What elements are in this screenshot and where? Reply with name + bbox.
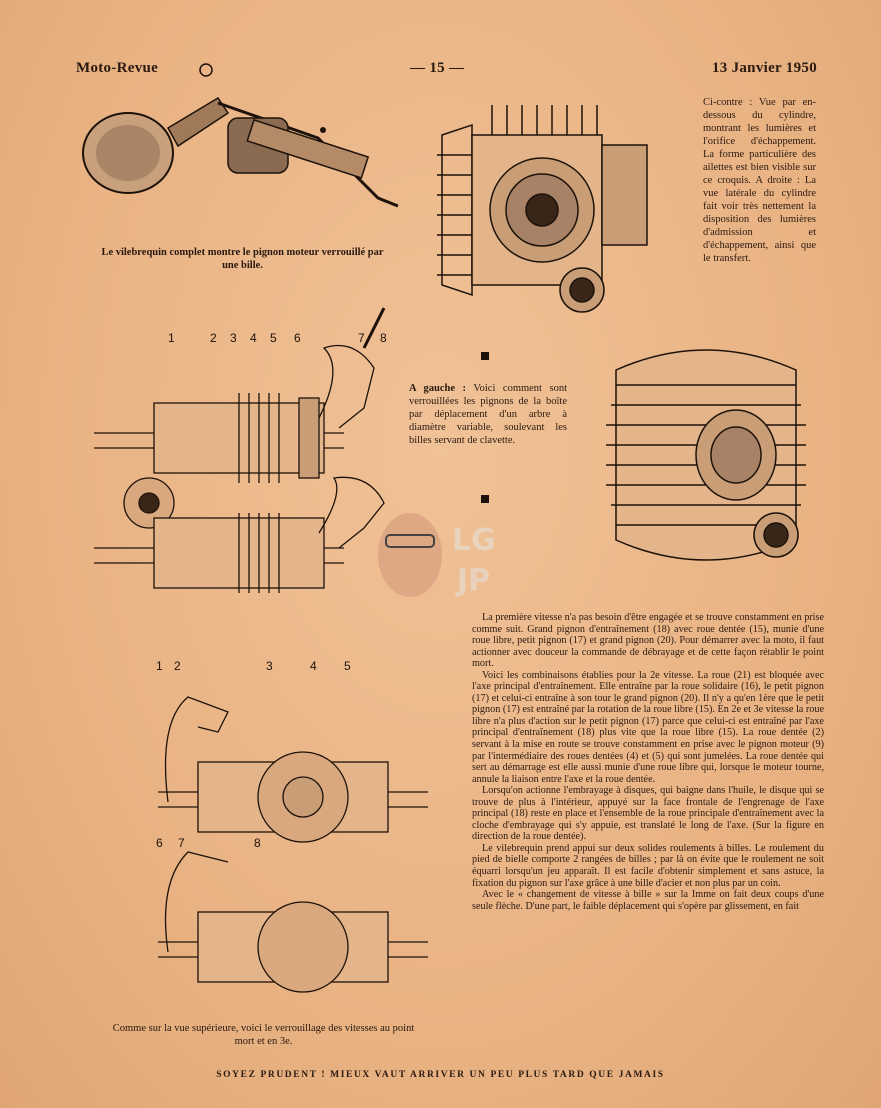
gearbox-caption-text: Voici comment sont verrouillées les pignons de la boîte par déplacement d'un arbre à diamètre variable, soulevant les billes servant de clavette.: [409, 383, 568, 446]
figure-part-number: 7: [358, 331, 365, 345]
gearbox-caption: [409, 382, 567, 447]
article-paragraph: Avec le « changement de vitesse à bille » sur la Imme on fait deux coups d'une seule flèche. D'une part, le faible déplacement qui s'opère par glissement, en fait: [472, 889, 824, 912]
figure-part-number: 1: [168, 331, 175, 345]
cylinder-side-illustration: [596, 340, 816, 580]
page-number: — 15 —: [410, 60, 465, 76]
lower-figure-caption: Comme sur la vue supérieure, voici le verrouillage des vitesses au point mort et en 3e.: [112, 1023, 415, 1047]
svg-text:JP: JP: [457, 563, 491, 598]
figure-part-number: 1: [156, 659, 163, 673]
figure-part-number: 3: [230, 331, 237, 345]
watermark-logo: [372, 505, 522, 605]
gearbox-caption-lead: A gauche :: [409, 383, 467, 394]
figure-part-number: 6: [294, 331, 301, 345]
article-body: [472, 612, 824, 912]
cylinder-bottom-illustration: [432, 105, 692, 320]
figure-part-number: 2: [174, 659, 181, 673]
bullet-square: [481, 495, 489, 503]
article-paragraph: Lorsqu'on actionne l'embrayage à disques, qui baigne dans l'huile, le disque qui se trouve de plus à l'intérieur, appuyé sur la face frontale de l'engrenage de l'axe principal (18) reste en place et l'ensemble de la roue principale d'entraînement avec la cloche d'embrayage qui s'y appuie, est translaté le long de l'axe. (Sur la figure en direction de la roue dentée).: [472, 785, 824, 843]
figure-part-number: 2: [210, 331, 217, 345]
issue-date: 13 Janvier 1950: [711, 60, 817, 76]
figure-part-number: 8: [254, 836, 261, 850]
gearbox-lower-illustration: [138, 652, 438, 982]
figure-part-number: 7: [178, 836, 185, 850]
gearbox-upper-illustration: [94, 308, 394, 598]
figure-part-number: 6: [156, 836, 163, 850]
crankshaft-illustration: [78, 58, 408, 218]
svg-text:LG: LG: [452, 523, 496, 558]
article-paragraph: Voici les combinaisons établies pour la 2e vitesse. La roue (21) est bloquée avec l'axe principal d'entraînement. Elle entraîne par la roue solidaire (16), le petit pignon (17) et celui-ci entraîne à son tour le grand pignon (20). Il n'y a qu'en 1ère que le petit pignon (17) est entraîné par la rotation de la roue libre (15). En 2e et 3e vitesse la roue libre n'a plus d'action sur le petit pignon (17) parce que celui-ci est entraîné par l'axe principal d'entraînement (18) plus vite que la roue libre (15). La roue dentée (2) servant à la mise en route se trouve constamment en prise avec le pignon moteur (9) par l'intermédiaire des roues dentées (4) et (5) qui sont jumelées. La roue dentée qui sert au démarrage est elle aussi munie d'une roue libre qui, lorsque le moteur tourne, annule la liaison entre l'axe et la roue dentée.: [472, 669, 824, 785]
figure-part-number: 5: [270, 331, 277, 345]
figure-part-number: 5: [344, 659, 351, 673]
figure-part-number: 8: [380, 331, 387, 345]
crankshaft-caption: Le vilebrequin complet montre le pignon moteur verrouillé par une bille.: [101, 247, 384, 271]
figure-part-number: 4: [250, 331, 257, 345]
figure-part-number: 4: [310, 659, 317, 673]
article-paragraph: Le vilebrequin prend appui sur deux solides roulements à billes. Le roulement du pied de bielle comporte 2 rangées de billes ; par là on évite que le roulement ne soit équarri lorsqu'un jeu apparaît. Il est facile d'obtenir simplement et sans astuce, la fixation du pignon sur l'axe grâce à une bille d'acier et non plus par un coin.: [472, 842, 824, 889]
figure-part-number: 3: [266, 659, 273, 673]
magazine-title: Moto-Revue: [76, 60, 159, 76]
footer-slogan: SOYEZ PRUDENT ! MIEUX VAUT ARRIVER UN PEU PLUS TARD QUE JAMAIS: [216, 1070, 665, 1080]
cylinder-caption: Ci-contre : Vue par en-dessous du cylindre, montrant les lumières et l'orifice d'échappement. La forme particulière des ailettes est bien visible sur ce croquis. A droite : La vue latérale du cylindre fait voir très nettement la disposition des lumières d'admission et d'échappement, ainsi que le transfert.: [703, 97, 816, 264]
article-paragraph: La première vitesse n'a pas besoin d'être engagée et se trouve constamment en prise comme suit. Grand pignon d'entraînement (18) avec roue dentée (15), munie d'une roue libre, petit pignon (17) et grand pignon (20). Pour démarrer avec la moto, il faut actionner avec douceur la commande de débrayage et de cette façon rétablir le point mort.: [472, 612, 824, 670]
bullet-square: [481, 352, 489, 360]
